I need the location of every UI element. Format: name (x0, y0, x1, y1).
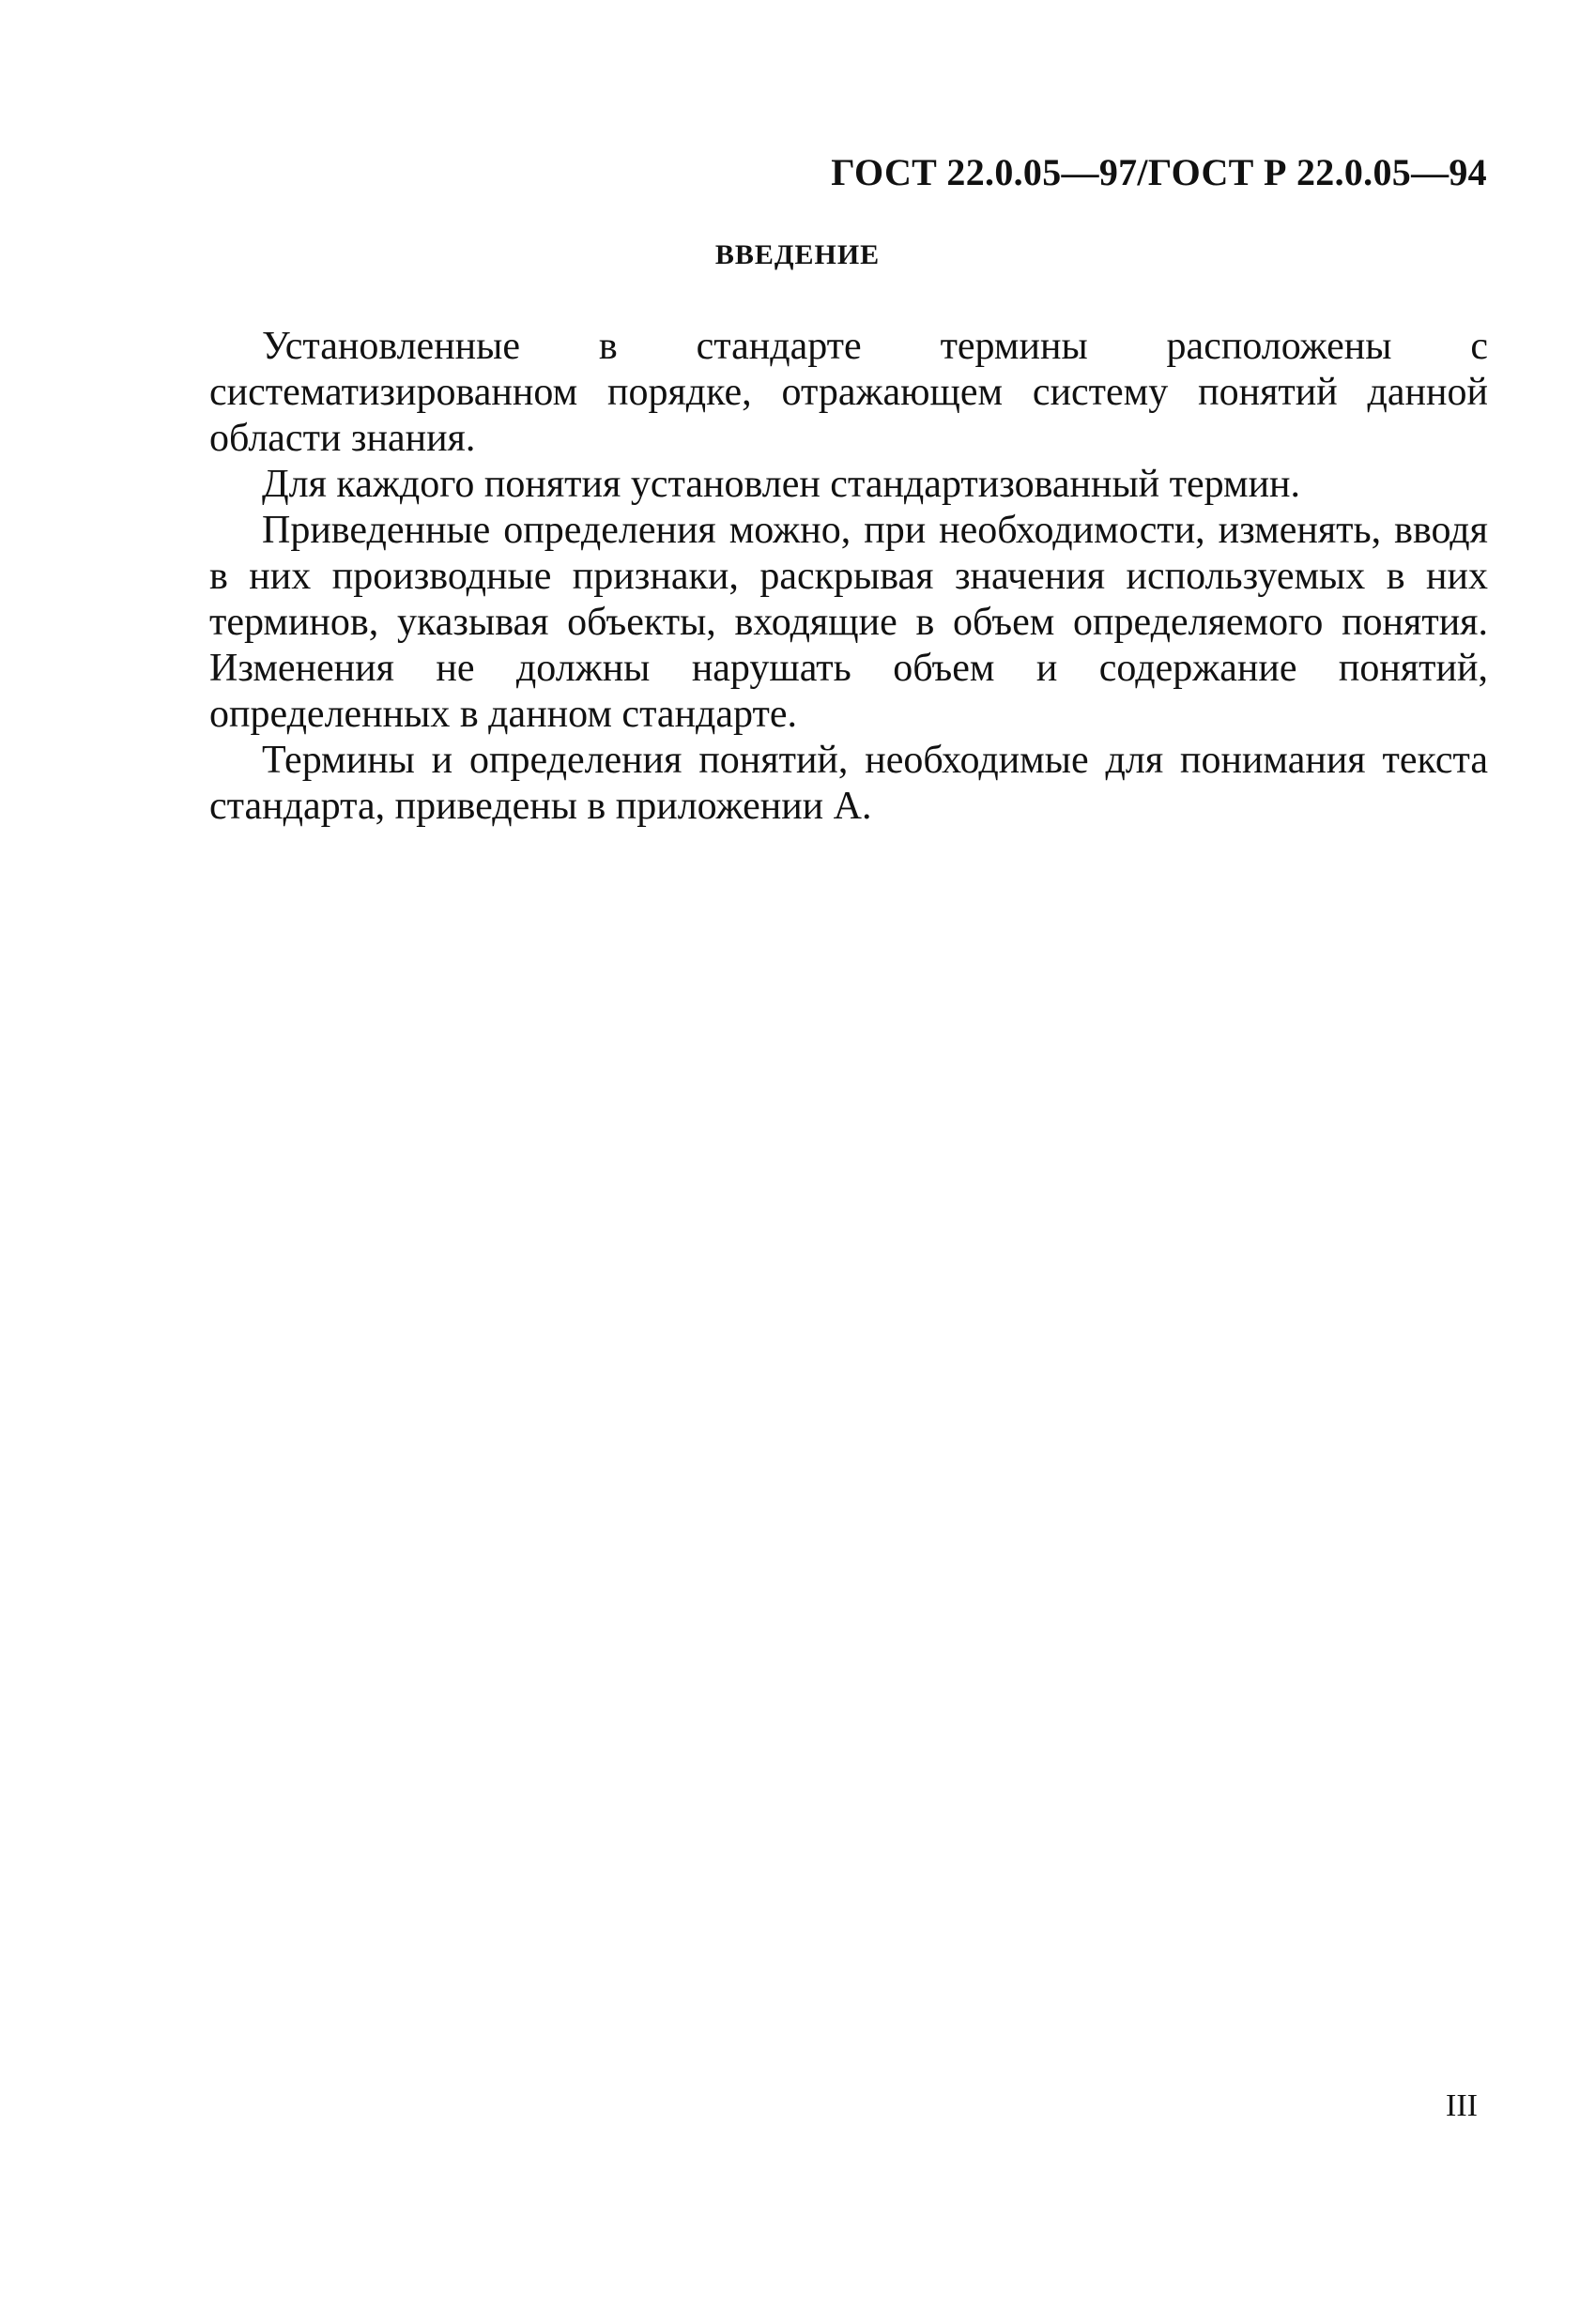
paragraph-1: Установленные в стандарте термины расположены с систематизированном порядке, отражающем систему понятий данной области знания. (209, 325, 1488, 460)
paragraph-3: Приведенные определения можно, при необходимости, изменять, вводя в них производные признаки, раскрывая значения используемых в них терминов, указывая объекты, входящие в объем определяемого понятия. Изменения не должны нарушать объем и содержание понятий, определенных в данном стандарте. (209, 509, 1488, 736)
section-title: ВВЕДЕНИЕ (714, 239, 881, 270)
introduction-body (209, 324, 1488, 830)
document-code-header: ГОСТ 22.0.05—97/ГОСТ Р 22.0.05—94 (831, 151, 1487, 193)
page-number: III (1446, 2088, 1478, 2123)
paragraph-4: Термины и определения понятий, необходимые для понимания текста стандарта, приведены в приложении А. (209, 739, 1488, 828)
paragraph-2: Для каждого понятия установлен стандартизованный термин. (262, 463, 1301, 506)
